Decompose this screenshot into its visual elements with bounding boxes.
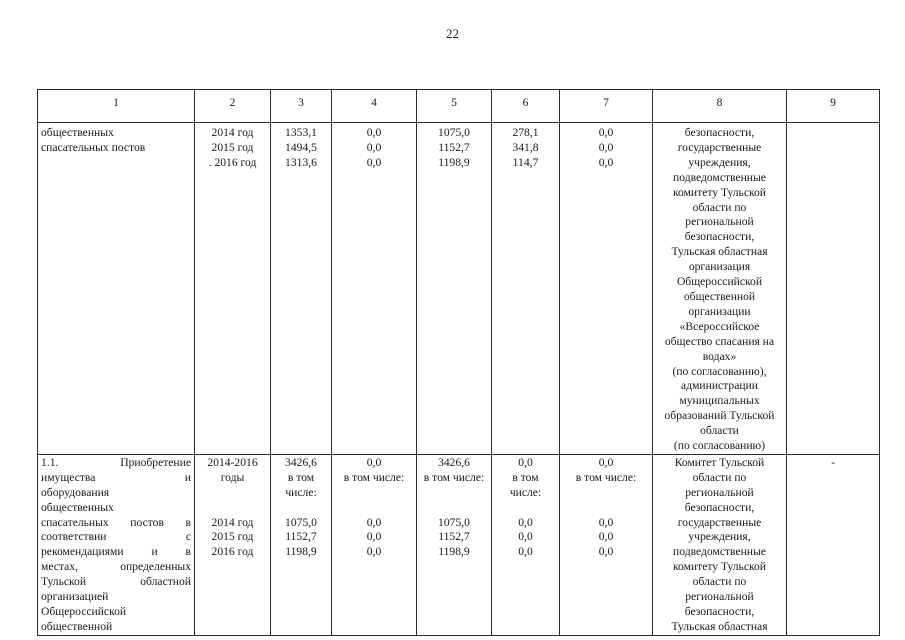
cell-line: общественных — [41, 126, 114, 139]
cell-line: государственные — [677, 515, 762, 529]
cell-line: Комитет Тульской — [674, 455, 765, 469]
cell-line: области по — [692, 200, 747, 214]
column-number-7: 7 — [560, 90, 653, 123]
cell-line: 0,0 — [598, 126, 614, 139]
cell-spacer — [563, 486, 649, 501]
column-number-row — [38, 90, 880, 123]
cell-line: 0,0 — [518, 545, 533, 559]
cell-line: . 2016 год — [208, 155, 257, 169]
column-number-6: 6 — [492, 90, 560, 123]
cell-line: 0,0 — [518, 515, 533, 529]
cell-spacer — [563, 501, 649, 516]
note-cell — [787, 454, 880, 635]
column-number-4: 4 — [332, 90, 417, 123]
cell-line: 0,0 — [598, 530, 614, 544]
period-cell — [195, 454, 271, 635]
cell-line: 0,0 — [366, 155, 382, 169]
cell-line: спасательных постов в — [41, 515, 191, 529]
cell-line: 1075,0 — [438, 515, 470, 529]
cell-line: 2015 год — [211, 530, 254, 544]
cell-line: Общероссийской — [676, 275, 763, 289]
column-number-2: 2 — [195, 90, 271, 123]
cell-line: 114,7 — [512, 155, 539, 169]
value-cell-col4 — [332, 454, 417, 635]
cell-line: региональной — [685, 590, 754, 604]
cell-line: безопасности, — [684, 500, 755, 514]
cell-line: 0,0 — [366, 126, 382, 139]
value-cell-col5 — [417, 123, 492, 455]
cell-spacer — [335, 501, 413, 516]
cell-spacer — [495, 501, 556, 516]
cell-line: в том числе: — [423, 470, 485, 484]
cell-line: числе: — [285, 485, 317, 499]
cell-line: общественной — [41, 619, 113, 633]
cell-line: годы — [220, 470, 245, 484]
cell-line: спасательных постов — [41, 140, 146, 154]
column-number-3: 3 — [271, 90, 332, 123]
cell-line: 3426,6 — [438, 455, 470, 469]
cell-line: числе: — [509, 485, 542, 499]
cell-line: организация — [688, 260, 751, 274]
cell-line: 0,0 — [366, 140, 382, 154]
cell-line: 1198,9 — [438, 155, 470, 169]
cell-line: 0,0 — [598, 515, 614, 529]
cell-line: учреждения, — [688, 530, 751, 544]
cell-line: комитету Тульской — [672, 560, 767, 574]
program-table — [37, 89, 880, 636]
cell-line: общественных — [41, 500, 114, 514]
cell-line: 278,1 — [512, 126, 539, 139]
cell-line: подведомственные — [673, 545, 766, 559]
cell-line: 1075,0 — [438, 126, 470, 139]
cell-line: 3426,6 — [285, 455, 317, 469]
cell-line: местах, определенных — [41, 560, 191, 574]
cell-line: Общероссийской — [41, 605, 127, 618]
cell-line: 1.1. Приобретение — [41, 455, 191, 469]
cell-line: 2014 год — [211, 126, 254, 139]
cell-line: организации — [688, 304, 751, 318]
cell-line: в том числе: — [575, 470, 637, 484]
cell-spacer — [420, 501, 488, 516]
column-number-9: 9 — [787, 90, 880, 123]
cell-spacer — [198, 486, 267, 501]
value-cell-col5 — [417, 454, 492, 635]
executor-cell — [653, 454, 787, 635]
cell-line: (по согласованию) — [673, 439, 766, 453]
cell-line: 0,0 — [366, 530, 382, 544]
page-number: 22 — [446, 26, 459, 41]
cell-line: подведомственные — [673, 170, 766, 184]
cell-line: «Всероссийское — [679, 319, 760, 333]
cell-line: - — [831, 455, 835, 469]
cell-line: 0,0 — [518, 455, 533, 469]
cell-line: в том числе: — [343, 470, 405, 484]
cell-line: области по — [692, 575, 747, 589]
activity-name-cell — [38, 454, 195, 635]
cell-line: 1198,9 — [438, 545, 470, 559]
cell-line: 0,0 — [366, 515, 382, 529]
cell-line: области по — [692, 470, 747, 484]
cell-line: 0,0 — [598, 455, 614, 469]
cell-line: соответствии с — [41, 530, 191, 544]
cell-line: 1152,7 — [438, 530, 470, 544]
cell-line: организацией — [41, 590, 109, 604]
note-cell — [787, 123, 880, 455]
cell-line: водах» — [702, 349, 737, 363]
period-cell — [195, 123, 271, 455]
cell-line: 0,0 — [598, 140, 614, 154]
cell-line: общество спасания на — [664, 334, 775, 348]
cell-line: 2015 год — [211, 140, 254, 154]
value-cell-col7 — [560, 454, 653, 635]
value-cell-col6 — [492, 123, 560, 455]
cell-line: 341,8 — [512, 140, 539, 154]
value-cell-col6 — [492, 454, 560, 635]
cell-line: 2014 год — [211, 515, 254, 529]
cell-line: 1494,5 — [285, 140, 317, 154]
total-cell — [271, 123, 332, 455]
cell-line: 1152,7 — [438, 140, 470, 154]
cell-line: Тульская областная — [671, 619, 768, 633]
cell-line: 2016 год — [211, 545, 254, 559]
cell-line: (по согласованию), — [672, 364, 767, 378]
executor-cell — [653, 123, 787, 455]
cell-line: образований Тульской — [664, 409, 775, 423]
cell-line: 1198,9 — [285, 545, 317, 559]
cell-line: комитету Тульской — [672, 185, 767, 199]
cell-line: безопасности, — [684, 230, 755, 244]
cell-line: 2014-2016 — [207, 455, 258, 469]
cell-line: муниципальных — [679, 394, 760, 408]
table-row — [38, 123, 880, 455]
cell-line: 1152,7 — [285, 530, 317, 544]
cell-line: безопасности, — [684, 126, 755, 139]
cell-line: 1313,6 — [285, 155, 317, 169]
cell-line: 1353,1 — [285, 126, 317, 139]
column-number-5: 5 — [417, 90, 492, 123]
cell-line: 0,0 — [366, 545, 382, 559]
cell-line: области — [700, 424, 739, 438]
cell-spacer — [335, 486, 413, 501]
cell-line: оборудования — [41, 485, 110, 499]
cell-line: 0,0 — [518, 530, 533, 544]
cell-line: учреждения, — [688, 155, 751, 169]
column-number-8: 8 — [653, 90, 787, 123]
cell-line: в том — [512, 470, 539, 484]
cell-line: государственные — [677, 140, 762, 154]
value-cell-col4 — [332, 123, 417, 455]
program-table-wrapper — [37, 89, 879, 633]
cell-line: общественной — [683, 289, 756, 303]
cell-line: 1075,0 — [285, 515, 317, 529]
activity-name-cell — [38, 123, 195, 455]
cell-spacer — [274, 501, 328, 516]
cell-line: администрации — [681, 379, 758, 393]
cell-line: 0,0 — [598, 155, 614, 169]
table-row — [38, 454, 880, 635]
cell-spacer — [420, 486, 488, 501]
cell-line: Тульская областная — [671, 245, 768, 259]
cell-line: региональной — [685, 485, 754, 499]
cell-spacer — [198, 501, 267, 516]
cell-line: рекомендациями и в — [41, 545, 191, 559]
cell-line: Тульской областной — [41, 575, 191, 589]
cell-line: 0,0 — [598, 545, 614, 559]
total-cell — [271, 454, 332, 635]
cell-line: в том — [287, 470, 315, 484]
cell-line: 0,0 — [366, 455, 382, 469]
cell-line: безопасности, — [684, 605, 755, 618]
value-cell-col7 — [560, 123, 653, 455]
column-number-1: 1 — [38, 90, 195, 123]
cell-line: имущества и — [41, 470, 191, 484]
cell-line: региональной — [685, 215, 754, 229]
